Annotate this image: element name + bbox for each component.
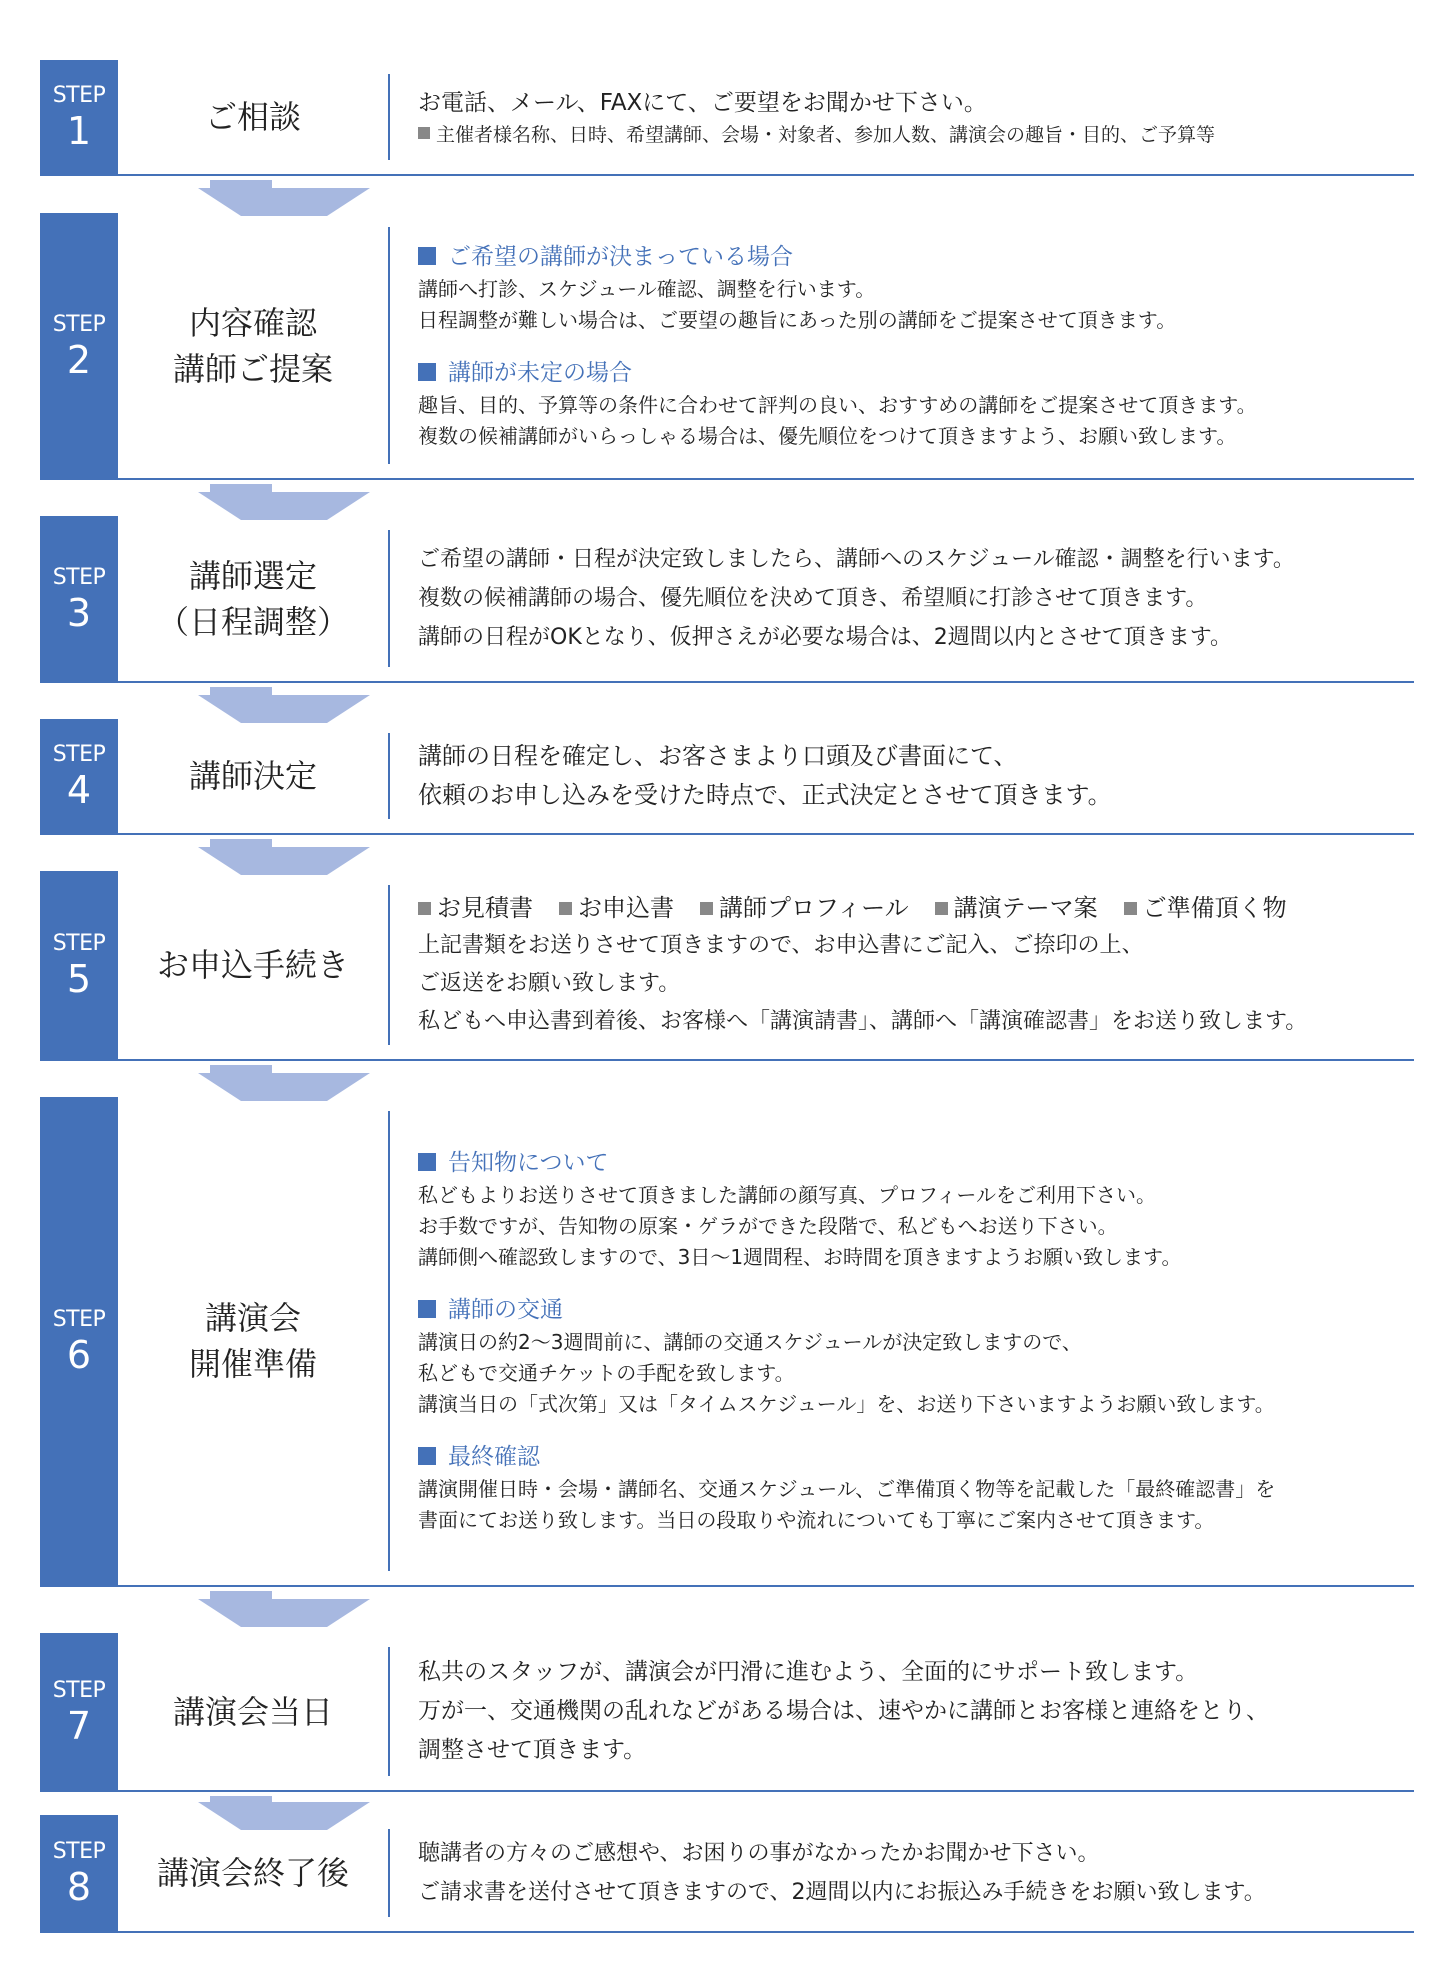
- section-heading: 講師の交通: [418, 1293, 1414, 1327]
- step-text: 私共のスタッフが、講演会が円滑に進むよう、全面的にサポート致します。: [418, 1659, 1199, 1685]
- divider: [388, 530, 390, 667]
- step-text: 講演日の約2〜3週間前に、講師の交通スケジュールが決定致しますので、: [418, 1330, 1082, 1354]
- section-heading: 講師が未定の場合: [418, 356, 1414, 390]
- step-content: [418, 60, 1414, 174]
- step-text: 講師の日程を確定し、お客さまより口頭及び書面にて、: [418, 742, 1018, 770]
- step-label: STEP: [52, 83, 106, 108]
- step-label: STEP: [52, 311, 106, 337]
- step-text: 私どもよりお送りさせて頂きました講師の顔写真、プロフィールをご利用下さい。: [418, 1183, 1156, 1207]
- step-content: [418, 1097, 1414, 1585]
- step-2: [40, 213, 1414, 480]
- step-label: STEP: [52, 1677, 106, 1703]
- step-text: ご希望の講師・日程が決定致しましたら、講師へのスケジュール確認・調整を行います。: [418, 547, 1295, 572]
- step-text: 聴講者の方々のご感想や、お困りの事がなかったかお聞かせ下さい。: [418, 1841, 1100, 1866]
- step-note: 主催者様名称、日時、希望講師、会場・対象者、参加人数、講演会の趣旨・目的、ご予算等: [418, 121, 1414, 149]
- arrow-down-icon: [210, 839, 272, 847]
- step-text: 講師の日程がOKとなり、仮押さえが必要な場合は、2週間以内とさせて頂きます。: [418, 625, 1232, 650]
- step-text: 万が一、交通機関の乱れなどがある場合は、速やかに講師とお客様と連絡をとり、: [418, 1698, 1269, 1724]
- arrow-down-icon: [210, 180, 272, 188]
- step-8: [40, 1815, 1414, 1933]
- document-item: ご準備頂く物: [1124, 894, 1287, 922]
- step-title: 講師選定 （日程調整）: [156, 556, 349, 641]
- arrow-down-icon: [198, 1599, 370, 1627]
- bullet-square-icon: [700, 902, 713, 915]
- arrow-down-icon: [210, 1591, 272, 1599]
- step-label: STEP: [52, 742, 106, 767]
- step-badge: [40, 60, 118, 176]
- document-list: [418, 889, 1414, 927]
- step-badge: [40, 516, 118, 683]
- step-text: ご請求書を送付させて頂きますので、2週間以内にお振込み手続きをお願い致します。: [418, 1880, 1266, 1905]
- step-text: 上記書類をお送りさせて頂きますので、お申込書にご記入、ご捺印の上、: [418, 933, 1144, 958]
- step-badge: [40, 213, 118, 480]
- arrow-down-icon: [210, 1065, 272, 1073]
- bullet-square-icon: [418, 127, 430, 139]
- step-badge: [40, 1633, 118, 1792]
- step-text: 調整させて頂きます。: [418, 1737, 647, 1763]
- step-text: 依頼のお申し込みを受けた時点で、正式決定とさせて頂きます。: [418, 781, 1112, 809]
- step-label: STEP: [52, 931, 106, 956]
- step-title: お申込手続き: [156, 946, 349, 984]
- step-number: 1: [66, 109, 92, 153]
- step-1: [40, 60, 1414, 176]
- step-text: 講師へ打診、スケジュール確認、調整を行います。: [418, 276, 876, 301]
- step-text: 講演当日の「式次第」又は「タイムスケジュール」を、お送り下さいますようお願い致します。: [418, 1392, 1275, 1416]
- section-heading: ご希望の講師が決まっている場合: [418, 240, 1414, 274]
- heading-square-icon: [418, 247, 436, 265]
- document-item: お見積書: [418, 894, 533, 922]
- divider: [388, 885, 390, 1045]
- step-number: 5: [66, 957, 92, 1001]
- step-number: 2: [66, 337, 92, 382]
- step-4: [40, 719, 1414, 835]
- bullet-square-icon: [418, 902, 431, 915]
- step-number: 3: [66, 590, 92, 635]
- arrow-down-icon: [210, 484, 272, 492]
- divider: [388, 1111, 390, 1571]
- step-content: [418, 1815, 1414, 1931]
- section-heading: 告知物について: [418, 1146, 1414, 1180]
- step-content: [418, 516, 1414, 681]
- step-text: 趣旨、目的、予算等の条件に合わせて評判の良い、おすすめの講師をご提案させて頂きます。: [418, 392, 1257, 417]
- step-text: お手数ですが、告知物の原案・ゲラができた段階で、私どもへお送り下さい。: [418, 1214, 1118, 1238]
- bullet-square-icon: [559, 902, 572, 915]
- step-label: STEP: [52, 564, 106, 590]
- step-text: 講師側へ確認致しますので、3日〜1週間程、お時間を頂きますようお願い致します。: [418, 1245, 1182, 1269]
- step-5: [40, 871, 1414, 1061]
- step-7: [40, 1633, 1414, 1792]
- divider: [388, 1829, 390, 1917]
- step-title: 講師決定: [188, 757, 317, 795]
- step-text: 複数の候補講師がいらっしゃる場合は、優先順位をつけて頂きますよう、お願い致します。: [418, 423, 1237, 448]
- step-badge: [40, 719, 118, 835]
- step-number: 7: [66, 1703, 92, 1748]
- step-title: ご相談: [204, 98, 301, 136]
- step-label: STEP: [52, 1839, 106, 1864]
- step-title: 講演会 開催準備: [188, 1299, 317, 1383]
- document-item: お申込書: [559, 894, 674, 922]
- step-6: [40, 1097, 1414, 1587]
- step-badge: [40, 871, 118, 1061]
- step-badge: [40, 1815, 118, 1933]
- step-content: [418, 1633, 1414, 1790]
- step-content: [418, 871, 1414, 1059]
- step-number: 4: [66, 768, 92, 812]
- bullet-square-icon: [935, 902, 948, 915]
- step-text: 私どもで交通チケットの手配を致します。: [418, 1361, 795, 1385]
- heading-square-icon: [418, 363, 436, 381]
- divider: [388, 733, 390, 819]
- arrow-down-icon: [210, 687, 272, 695]
- document-item: 講師プロフィール: [700, 894, 909, 922]
- bullet-square-icon: [1124, 902, 1137, 915]
- step-title: 講演会終了後: [156, 1854, 349, 1892]
- section-heading: 最終確認: [418, 1440, 1414, 1474]
- heading-square-icon: [418, 1447, 436, 1465]
- divider: [388, 227, 390, 464]
- step-text: 講演開催日時・会場・講師名、交通スケジュール、ご準備頂く物等を記載した「最終確認書」を: [418, 1477, 1276, 1501]
- step-title: 内容確認 講師ご提案: [172, 303, 333, 388]
- step-number: 8: [66, 1865, 92, 1909]
- step-text: 書面にてお送り致します。当日の段取りや流れについても丁寧にご案内させて頂きます。: [418, 1508, 1215, 1532]
- step-badge: [40, 1097, 118, 1587]
- step-content: [418, 213, 1414, 478]
- heading-square-icon: [418, 1153, 436, 1171]
- step-text: 複数の候補講師の場合、優先順位を決めて頂き、希望順に打診させて頂きます。: [418, 586, 1208, 611]
- step-3: [40, 516, 1414, 683]
- divider: [388, 1647, 390, 1776]
- step-text: 日程調整が難しい場合は、ご要望の趣旨にあった別の講師をご提案させて頂きます。: [418, 307, 1177, 332]
- step-text: ご返送をお願い致します。: [418, 971, 681, 996]
- document-item: 講演テーマ案: [935, 894, 1098, 922]
- step-content: [418, 719, 1414, 833]
- step-number: 6: [66, 1333, 92, 1377]
- step-text: 私どもへ申込書到着後、お客様へ「講演請書」、講師へ「講演確認書」をお送り致します。: [418, 1009, 1308, 1034]
- step-label: STEP: [52, 1307, 106, 1332]
- arrow-down-icon: [198, 188, 370, 216]
- step-title: 講演会当日: [172, 1692, 333, 1731]
- divider: [388, 74, 390, 160]
- step-text: お電話、メール、FAXにて、ご要望をお聞かせ下さい。: [418, 89, 987, 116]
- heading-square-icon: [418, 1300, 436, 1318]
